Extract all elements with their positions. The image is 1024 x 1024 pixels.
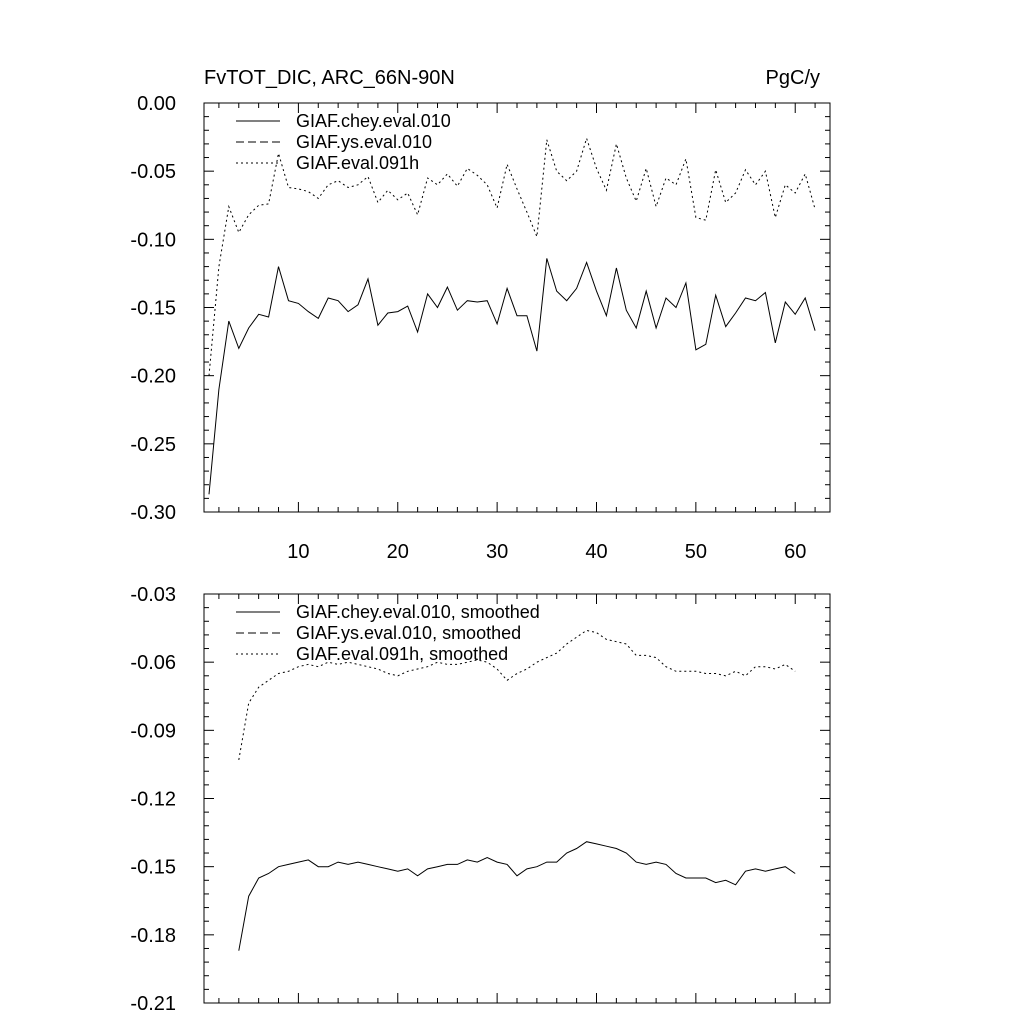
y-tick-label: -0.18 xyxy=(130,924,176,947)
y-tick-label: -0.30 xyxy=(130,502,176,524)
x-tick-label: 20 xyxy=(386,541,409,563)
units-label: PgC/y xyxy=(765,67,820,89)
y-tick-label: 0.00 xyxy=(137,93,176,115)
y-tick-label: -0.06 xyxy=(130,652,176,675)
x-tick-label: 60 xyxy=(784,541,807,563)
y-tick-label: -0.12 xyxy=(130,788,176,811)
y-tick-label: -0.15 xyxy=(130,856,176,879)
legend-label-1: GIAF.chey.eval.010, smoothed xyxy=(296,602,540,622)
bottom-panel xyxy=(130,584,830,1015)
legend-label-1: GIAF.chey.eval.010 xyxy=(296,111,451,131)
y-tick-label: -0.05 xyxy=(130,161,176,184)
legend-label-3: GIAF.eval.091h xyxy=(296,153,420,173)
series-line-1 xyxy=(239,842,795,951)
y-tick-label: -0.15 xyxy=(130,297,176,320)
x-tick-label: 30 xyxy=(486,541,509,563)
x-tick-label: 40 xyxy=(585,541,608,563)
legend-label-3: GIAF.eval.091h, smoothed xyxy=(296,644,509,664)
legend-label-2: GIAF.ys.eval.010 xyxy=(296,132,433,152)
y-tick-label: -0.09 xyxy=(130,720,176,743)
series-line-1 xyxy=(209,258,815,494)
series-line-3 xyxy=(209,138,815,375)
y-tick-label: -0.20 xyxy=(130,365,176,388)
legend-label-2: GIAF.ys.eval.010, smoothed xyxy=(296,623,522,643)
chart-title: FvTOT_DIC, ARC_66N-90N xyxy=(204,67,455,89)
y-tick-label: -0.25 xyxy=(130,433,176,456)
top-panel xyxy=(130,67,830,563)
y-tick-label: -0.21 xyxy=(130,993,176,1015)
x-tick-label: 50 xyxy=(684,541,707,563)
y-tick-label: -0.03 xyxy=(130,584,176,606)
y-tick-label: -0.10 xyxy=(130,229,176,252)
x-tick-label: 10 xyxy=(287,541,310,563)
